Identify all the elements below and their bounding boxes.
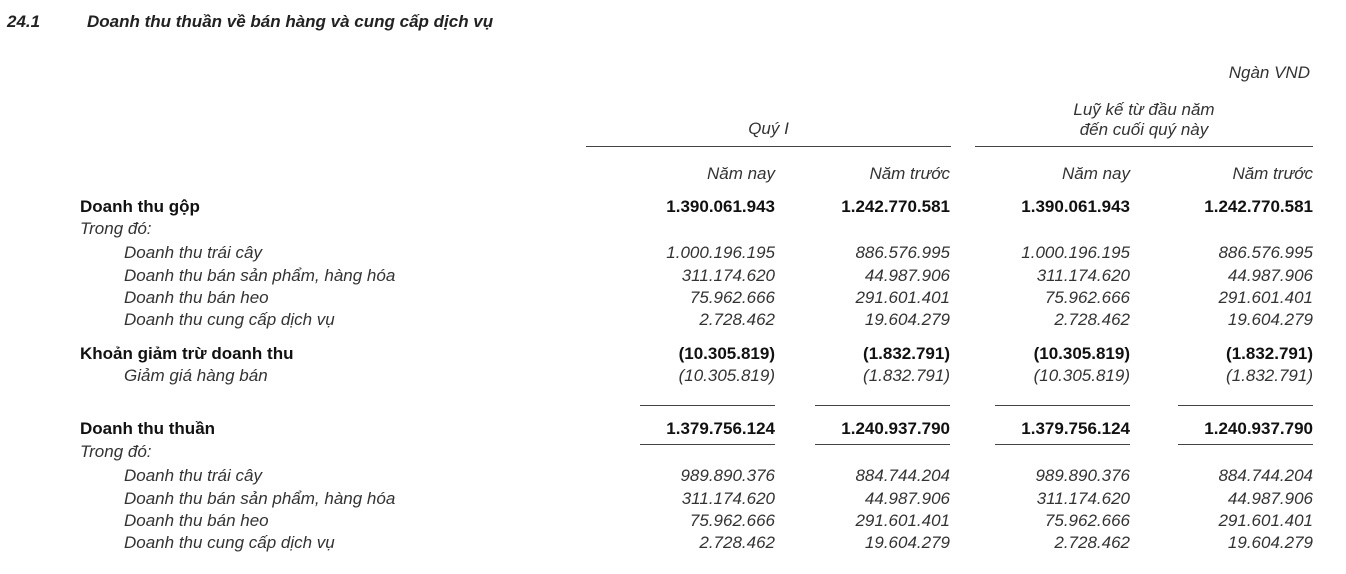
- cell-value: 1.390.061.943: [666, 197, 775, 216]
- subtotal-rule: [995, 405, 1130, 406]
- row-label: Doanh thu cung cấp dịch vụ: [124, 533, 335, 552]
- row-label: Doanh thu gộp: [80, 197, 200, 216]
- cell-value: 75.962.666: [689, 288, 775, 307]
- table-row: [0, 533, 1346, 555]
- cell-value: (1.832.791): [863, 344, 950, 363]
- table-row: [0, 366, 1346, 388]
- cell-value: (1.832.791): [1226, 366, 1313, 385]
- col-header-quarter-this-year: Năm nay: [706, 164, 775, 183]
- row-label: Trong đó:: [80, 442, 152, 461]
- cell-value: 886.576.995: [1218, 243, 1313, 262]
- table-row-net-revenue: [0, 419, 1346, 441]
- ytd-header-line1: Luỹ kế từ đầu năm: [1073, 100, 1215, 119]
- cell-value: 291.601.401: [855, 511, 950, 530]
- cell-value: 1.390.061.943: [1021, 197, 1130, 216]
- quarter-header-rule: [586, 146, 951, 147]
- ytd-header-line2: đến cuối quý này: [1079, 120, 1209, 139]
- row-label: Doanh thu trái cây: [124, 243, 262, 262]
- cell-value: 1.242.770.581: [841, 197, 950, 216]
- cell-value: 19.604.279: [1227, 310, 1313, 329]
- cell-value: (10.305.819): [1033, 344, 1130, 363]
- cell-value: 75.962.666: [1044, 288, 1130, 307]
- quarter-group-header: Quý I: [748, 119, 789, 138]
- table-row-gross-revenue: [0, 197, 1346, 219]
- row-label: Khoản giảm trừ doanh thu: [80, 344, 294, 363]
- ytd-header-rule: [975, 146, 1313, 147]
- cell-value: 1.379.756.124: [666, 419, 775, 438]
- cell-value: 2.728.462: [1054, 533, 1130, 552]
- table-row: [0, 288, 1346, 310]
- row-label: Doanh thu bán sản phẩm, hàng hóa: [124, 266, 396, 285]
- table-row-revenue-deductions: [0, 344, 1346, 366]
- row-label: Doanh thu bán heo: [124, 511, 269, 530]
- cell-value: 1.240.937.790: [841, 419, 950, 438]
- cell-value: 75.962.666: [1044, 511, 1130, 530]
- row-label: Giảm giá hàng bán: [124, 366, 268, 385]
- subtotal-rule: [815, 405, 950, 406]
- cell-value: 44.987.906: [864, 266, 950, 285]
- table-row: [0, 511, 1346, 533]
- cell-value: (1.832.791): [863, 366, 950, 385]
- cell-value: (10.305.819): [678, 366, 775, 385]
- table-row: [0, 266, 1346, 288]
- cell-value: 311.174.620: [1036, 266, 1130, 285]
- cell-value: 291.601.401: [855, 288, 950, 307]
- currency-unit: Ngàn VND: [1228, 63, 1310, 82]
- section-title: Doanh thu thuần về bán hàng và cung cấp dịch vụ: [87, 12, 494, 31]
- cell-value: (10.305.819): [678, 344, 775, 363]
- cell-value: 19.604.279: [864, 533, 950, 552]
- cell-value: 44.987.906: [1227, 266, 1313, 285]
- table-row: [0, 243, 1346, 265]
- table-row-of-which: [0, 219, 1346, 241]
- ytd-group-header: [975, 100, 1313, 140]
- cell-value: 1.000.196.195: [666, 243, 775, 262]
- col-header-ytd-this-year: Năm nay: [1061, 164, 1130, 183]
- cell-value: 2.728.462: [699, 310, 775, 329]
- cell-value: 886.576.995: [855, 243, 950, 262]
- cell-value: (10.305.819): [1033, 366, 1130, 385]
- cell-value: 884.744.204: [1218, 466, 1313, 485]
- cell-value: 1.242.770.581: [1204, 197, 1313, 216]
- cell-value: 2.728.462: [699, 533, 775, 552]
- cell-value: 75.962.666: [689, 511, 775, 530]
- row-label: Doanh thu thuần: [80, 419, 216, 438]
- cell-value: 2.728.462: [1054, 310, 1130, 329]
- row-label: Doanh thu bán heo: [124, 288, 269, 307]
- col-header-ytd-last-year: Năm trước: [1232, 164, 1313, 183]
- cell-value: 291.601.401: [1218, 288, 1313, 307]
- cell-value: 311.174.620: [681, 489, 775, 508]
- cell-value: (1.832.791): [1226, 344, 1313, 363]
- cell-value: 44.987.906: [864, 489, 950, 508]
- row-label: Doanh thu bán sản phẩm, hàng hóa: [124, 489, 396, 508]
- cell-value: 311.174.620: [1036, 489, 1130, 508]
- cell-value: 884.744.204: [855, 466, 950, 485]
- cell-value: 989.890.376: [680, 466, 775, 485]
- cell-value: 291.601.401: [1218, 511, 1313, 530]
- row-label: Trong đó:: [80, 219, 152, 238]
- cell-value: 19.604.279: [864, 310, 950, 329]
- cell-value: 1.000.196.195: [1021, 243, 1130, 262]
- row-label: Doanh thu cung cấp dịch vụ: [124, 310, 335, 329]
- table-row: [0, 310, 1346, 332]
- table-row: [0, 466, 1346, 488]
- subtotal-rule: [640, 405, 775, 406]
- cell-value: 44.987.906: [1227, 489, 1313, 508]
- subtotal-rule: [1178, 405, 1313, 406]
- cell-value: 311.174.620: [681, 266, 775, 285]
- cell-value: 989.890.376: [1035, 466, 1130, 485]
- section-number: 24.1: [7, 12, 41, 31]
- cell-value: 1.240.937.790: [1204, 419, 1313, 438]
- section-heading: [7, 12, 493, 32]
- table-row-of-which: [0, 442, 1346, 464]
- row-label: Doanh thu trái cây: [124, 466, 262, 485]
- table-row: [0, 489, 1346, 511]
- cell-value: 1.379.756.124: [1021, 419, 1130, 438]
- cell-value: 19.604.279: [1227, 533, 1313, 552]
- col-header-quarter-last-year: Năm trước: [869, 164, 950, 183]
